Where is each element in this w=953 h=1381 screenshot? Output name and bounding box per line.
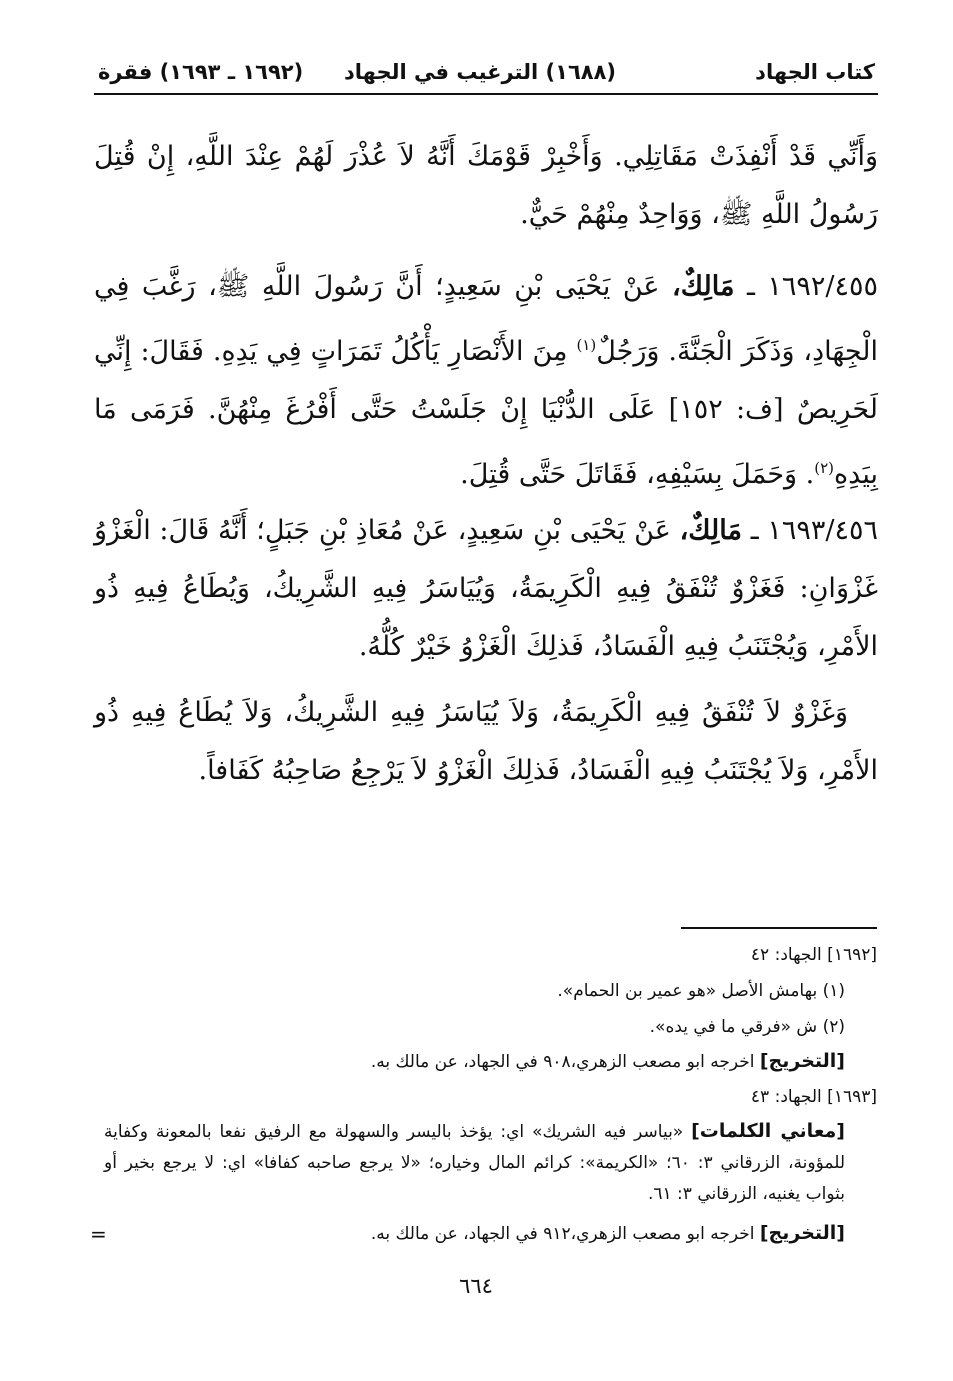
running-header-paragraph-range: (١٦٩٢ ـ ١٦٩٣) فقرة bbox=[98, 60, 304, 84]
hadith-text: عَنْ يَحْيَى بْنِ سَعِيدٍ؛ أَنَّ رَسُولَ اللَّهِ ﷺ، رَغَّبَ فِي الْجِهَادِ، وَذَكَرَ الْجَنَّةَ. وَرَجُلٌ bbox=[94, 271, 878, 367]
takhrij-label: [التخريج] bbox=[759, 1222, 845, 1244]
paragraph-second-raid bbox=[94, 684, 878, 800]
narrator-name: مَالِكٌ، bbox=[672, 271, 735, 302]
takhrij-label: [التخريج] bbox=[759, 1050, 845, 1072]
running-header-chapter-title: (١٦٨٨) الترغيب في الجهاد bbox=[343, 60, 617, 84]
hadith-number: ١٦٩٣/٤٥٦ ـ bbox=[750, 515, 878, 546]
paragraph-text: وَغَزْوٌ لاَ تُنْفَقُ فِيهِ الْكَرِيمَةُ، وَلاَ يُيَاسَرُ فِيهِ الشَّرِيكُ، وَلاَ يُطَاعُ فِيهِ ذُو الأَمْرِ، وَلاَ يُجْتَنَبُ فِيهِ الْفَسَادُ، فَذلِكَ الْغَزْوُ لاَ يَرْجِعُ صَاحِبُهُ كَفَافاً. bbox=[94, 697, 878, 786]
hadith-number: ١٦٩٢/٤٥٥ ـ bbox=[746, 271, 878, 302]
hadith-text: عَنْ يَحْيَى بْنِ سَعِيدٍ، عَنْ مُعَاذِ بْنِ جَبَلٍ؛ أَنَّهُ قَالَ: الْغَزْوُ غَزْوَانِ: فَغَزْوٌ تُنْفَقُ فِيهِ الْكَرِيمَةُ، وَيُيَاسَرُ فِيهِ الشَّرِيكُ، وَيُطَاعُ فِيهِ ذُو الأَمْرِ، وَيُجْتَنَبُ فِيهِ الْفَسَادُ، فَذلِكَ الْغَزْوُ خَيْرٌ كُلُّهُ. bbox=[94, 515, 878, 662]
footnote-2: (٢) ش «فرقي ما في يده». bbox=[649, 1017, 845, 1037]
hadith-text: . وَحَمَلَ بِسَيْفِهِ، فَقَاتَلَ حَتَّى قُتِلَ. bbox=[460, 459, 815, 490]
footnote-reference-1693: [١٦٩٣] الجهاد: ٤٣ bbox=[750, 1087, 877, 1107]
word-meanings bbox=[104, 1116, 845, 1210]
takhrij-1693 bbox=[371, 1218, 845, 1249]
narrator-name: مَالِكٌ، bbox=[679, 515, 742, 546]
header-divider bbox=[94, 93, 878, 95]
footnote-ref: (١) bbox=[576, 336, 597, 354]
takhrij-1692 bbox=[371, 1046, 845, 1077]
paragraph-continuation bbox=[94, 128, 878, 244]
footnote-ref: (٢) bbox=[814, 459, 835, 477]
footnote-1: (١) بهامش الأصل «هو عمير بن الحمام». bbox=[557, 981, 845, 1001]
paragraph-text: وَأَنِّي قَدْ أَنْفِذَتْ مَقَاتِلِي. وَأَخْبِرْ قَوْمَكَ أَنَّهُ لاَ عُذْرَ لَهُمْ عِنْدَ اللَّهِ، إِنْ قُتِلَ رَسُولُ اللَّهِ ﷺ، وَوَاحِدٌ مِنْهُمْ حَيٌّ. bbox=[94, 141, 878, 230]
page-number: ٦٦٤ bbox=[459, 1274, 493, 1298]
hadith-text: مِنَ الأَنْصَارِ يَأْكُلُ تَمَرَاتٍ فِي يَدِهِ. فَقَالَ: إِنِّي لَحَرِيصٌ [ف: ١٥٢] عَلَى الدُّنْيَا إِنْ جَلَسْتُ حَتَّى أَفْرُغَ مِنْهُنَّ. فَرَمَى مَا بِيَدِهِ bbox=[94, 336, 878, 490]
hadith-1692 bbox=[94, 258, 878, 504]
meanings-label: [معاني الكلمات] bbox=[691, 1120, 845, 1142]
running-header-book-title: كتاب الجهاد bbox=[755, 60, 875, 84]
takhrij-text: اخرجه ابو مصعب الزهري،٩٠٨ في الجهاد، عن مالك به. bbox=[370, 1052, 755, 1072]
continuation-mark: = bbox=[90, 1222, 107, 1246]
footnote-reference-1692: [١٦٩٢] الجهاد: ٤٢ bbox=[750, 945, 877, 965]
hadith-1693 bbox=[94, 502, 878, 676]
footnote-divider bbox=[681, 927, 877, 929]
meanings-text: «بياسر فيه الشريك» اي: يؤخذ باليسر والسهولة مع الرفيق نفعا بالمعونة وكفاية للمؤونة، الزرقاني ٣: ٦٠؛ «الكريمة»: كرائم المال وخياره؛ «لا يرجع صاحبه كفافا» اي: لا يرجع بخير أو بثواب يغنيه، الزرقاني ٣: ٦١. bbox=[104, 1122, 846, 1204]
takhrij-text: اخرجه ابو مصعب الزهري،٩١٢ في الجهاد، عن مالك به. bbox=[370, 1224, 755, 1244]
